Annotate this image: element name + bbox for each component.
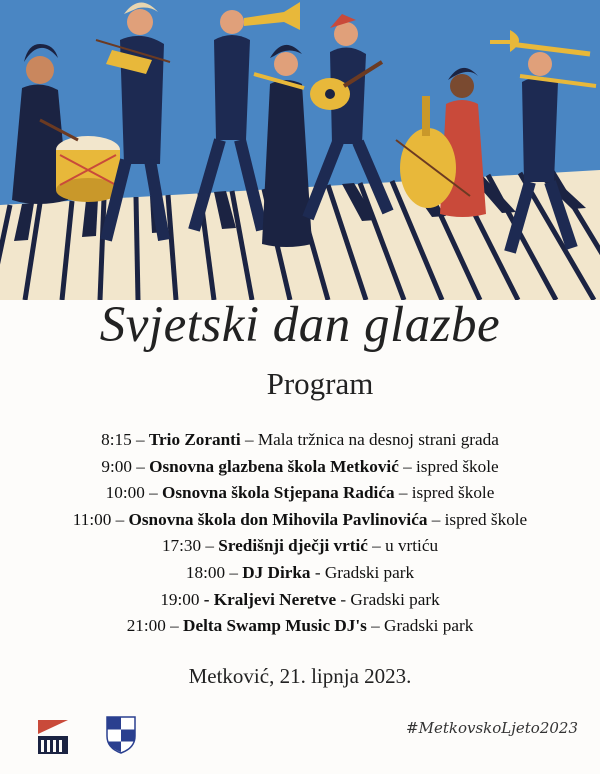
program-location: – Gradski park bbox=[366, 616, 474, 636]
jazz-band-illustration bbox=[0, 0, 600, 300]
program-performer: Osnovna škola don Mihovila Pavlinovića bbox=[128, 509, 428, 529]
program-location: – u vrtiću bbox=[367, 536, 439, 556]
program-time: 18:00 – bbox=[185, 562, 243, 582]
program-row bbox=[0, 533, 600, 560]
program-location: - Gradski park bbox=[310, 562, 415, 582]
program-performer: Osnovna glazbena škola Metković bbox=[149, 456, 399, 476]
program-time: 21:00 – bbox=[126, 616, 184, 636]
program-performer: DJ Dirka bbox=[242, 562, 311, 582]
program-row bbox=[0, 613, 600, 640]
event-date: Metković, 21. lipnja 2023. bbox=[188, 664, 412, 688]
program-time: 9:00 – bbox=[101, 456, 150, 476]
program-location: - Gradski park bbox=[336, 589, 440, 609]
program-time: 11:00 – bbox=[72, 509, 129, 529]
program-performer: Trio Zoranti bbox=[148, 430, 241, 449]
program-location: – ispred škole bbox=[427, 509, 528, 529]
program-location: – Mala tržnica na desnoj strani grada bbox=[240, 430, 499, 449]
program-location: – ispred škole bbox=[394, 483, 495, 503]
program-time: 17:30 – bbox=[161, 536, 219, 556]
metkovic-city-logo-icon bbox=[38, 720, 68, 754]
program-time: 10:00 – bbox=[105, 483, 162, 503]
event-hashtag: #MetkovskoLjeto2023 bbox=[406, 719, 578, 737]
program-time: 8:15 – bbox=[101, 430, 149, 449]
program-performer: Središnji dječji vrtić bbox=[218, 536, 368, 556]
program-performer: Delta Swamp Music DJ's bbox=[183, 616, 367, 636]
program-heading: Program bbox=[266, 366, 374, 401]
program-row bbox=[0, 560, 600, 587]
event-title: Svjetski dan glazbe bbox=[99, 297, 501, 353]
program-row bbox=[0, 454, 600, 481]
program-performer: Osnovna škola Stjepana Radića bbox=[162, 483, 395, 503]
program-time: 19:00 bbox=[160, 589, 204, 609]
program-row bbox=[0, 507, 600, 534]
coat-of-arms-shield-icon bbox=[106, 716, 136, 754]
program-row bbox=[0, 587, 600, 614]
program-location: – ispred škole bbox=[398, 456, 499, 476]
program-row bbox=[0, 480, 600, 507]
jazz-band-artwork bbox=[0, 0, 600, 300]
program-list bbox=[0, 427, 600, 640]
program-performer: - Kraljevi Neretve bbox=[203, 589, 337, 609]
program-row bbox=[0, 427, 600, 454]
